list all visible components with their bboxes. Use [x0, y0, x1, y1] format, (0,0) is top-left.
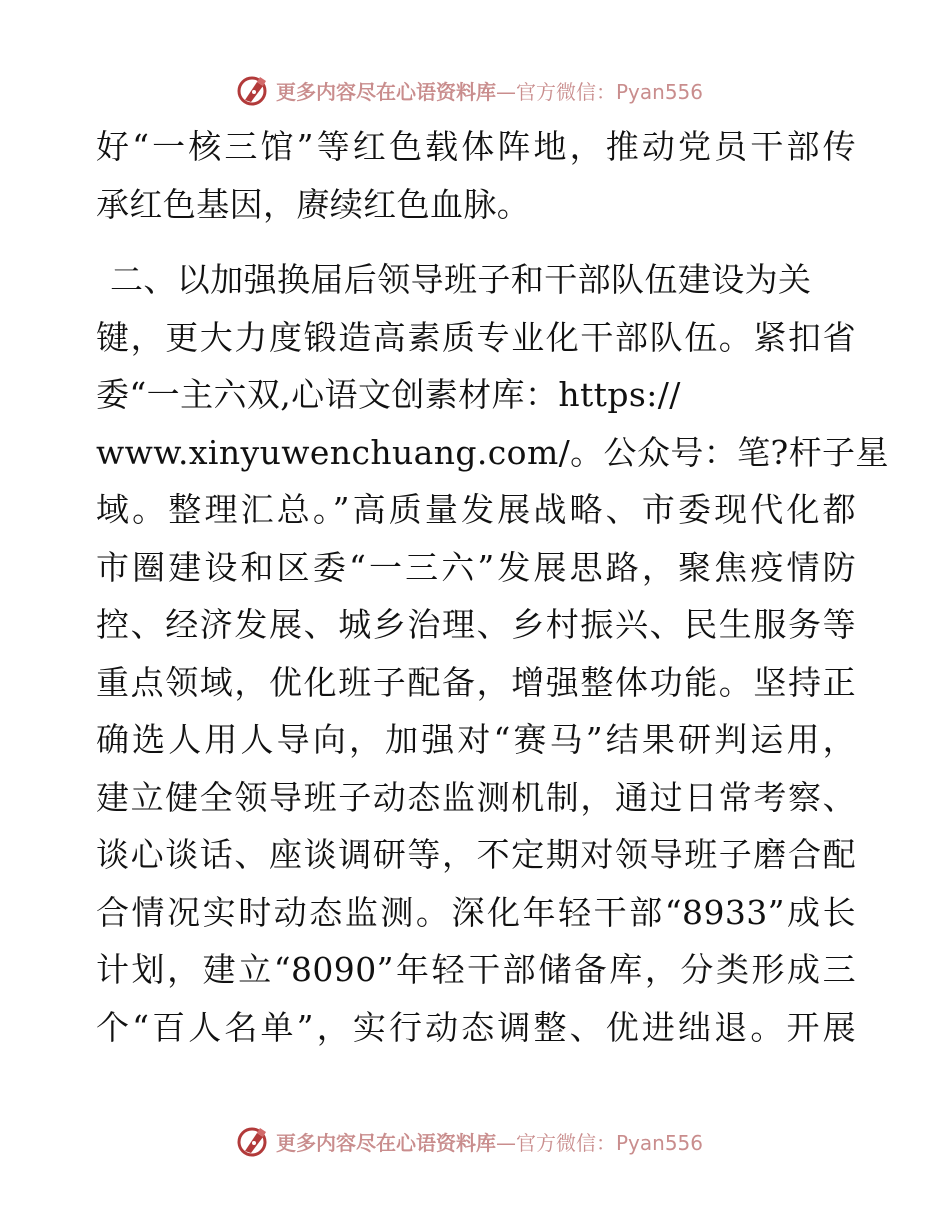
- text-line: 委“一主六双,心语文创素材库：https://: [96, 375, 681, 414]
- text-line: 二、以加强换届后领导班子和干部队伍建设为关: [110, 260, 812, 299]
- banner-wechat-text: —官方微信：Pyan556: [496, 79, 704, 104]
- pen-nib-logo-icon: [236, 1124, 270, 1158]
- banner-wechat-text: —官方微信：Pyan556: [496, 1130, 704, 1155]
- header-watermark-banner: [236, 72, 703, 108]
- paragraph: [96, 251, 889, 1056]
- text-line: 键，更大力度锻造高素质专业化干部队伍。紧扣省: [96, 317, 856, 357]
- text-line: www.xinyuwenchuang.com/。公众号：笔?杆子星: [96, 432, 889, 472]
- pen-nib-logo-icon: [236, 73, 270, 107]
- text-line: 域。整理汇总。”高质量发展战略、市委现代化都: [96, 490, 856, 529]
- text-line: 市圈建设和区委“一三六”发展思路，聚焦疫情防: [96, 547, 856, 587]
- banner-promo-text: 更多内容尽在心语资料库: [276, 79, 496, 104]
- text-line: 计划，建立“8090”年轻干部储备库，分类形成三: [96, 950, 856, 989]
- text-line: 合情况实时动态监测。深化年轻干部“8933”成长: [96, 892, 856, 932]
- banner-promo-text: 更多内容尽在心语资料库: [276, 1130, 496, 1155]
- text-line: 谈心谈话、座谈调研等，不定期对领导班子磨合配: [96, 835, 856, 874]
- text-line: 承红色基因，赓续红色血脉。: [96, 184, 531, 224]
- paragraph: [96, 118, 856, 233]
- document-body: [96, 118, 889, 1056]
- text-line: 控、经济发展、城乡治理、乡村振兴、民生服务等: [96, 605, 856, 644]
- text-line: 建立健全领导班子动态监测机制，通过日常考察、: [96, 777, 856, 817]
- footer-watermark-banner: [236, 1123, 703, 1159]
- text-line: 个“百人名单”，实行动态调整、优进绌退。开展: [96, 1007, 856, 1047]
- text-line: 重点领域，优化班子配备，增强整体功能。坚持正: [96, 662, 856, 702]
- text-line: 确选人用人导向，加强对“赛马”结果研判运用，: [96, 720, 856, 759]
- text-line: 好“一核三馆”等红色载体阵地，推动党员干部传: [96, 127, 856, 166]
